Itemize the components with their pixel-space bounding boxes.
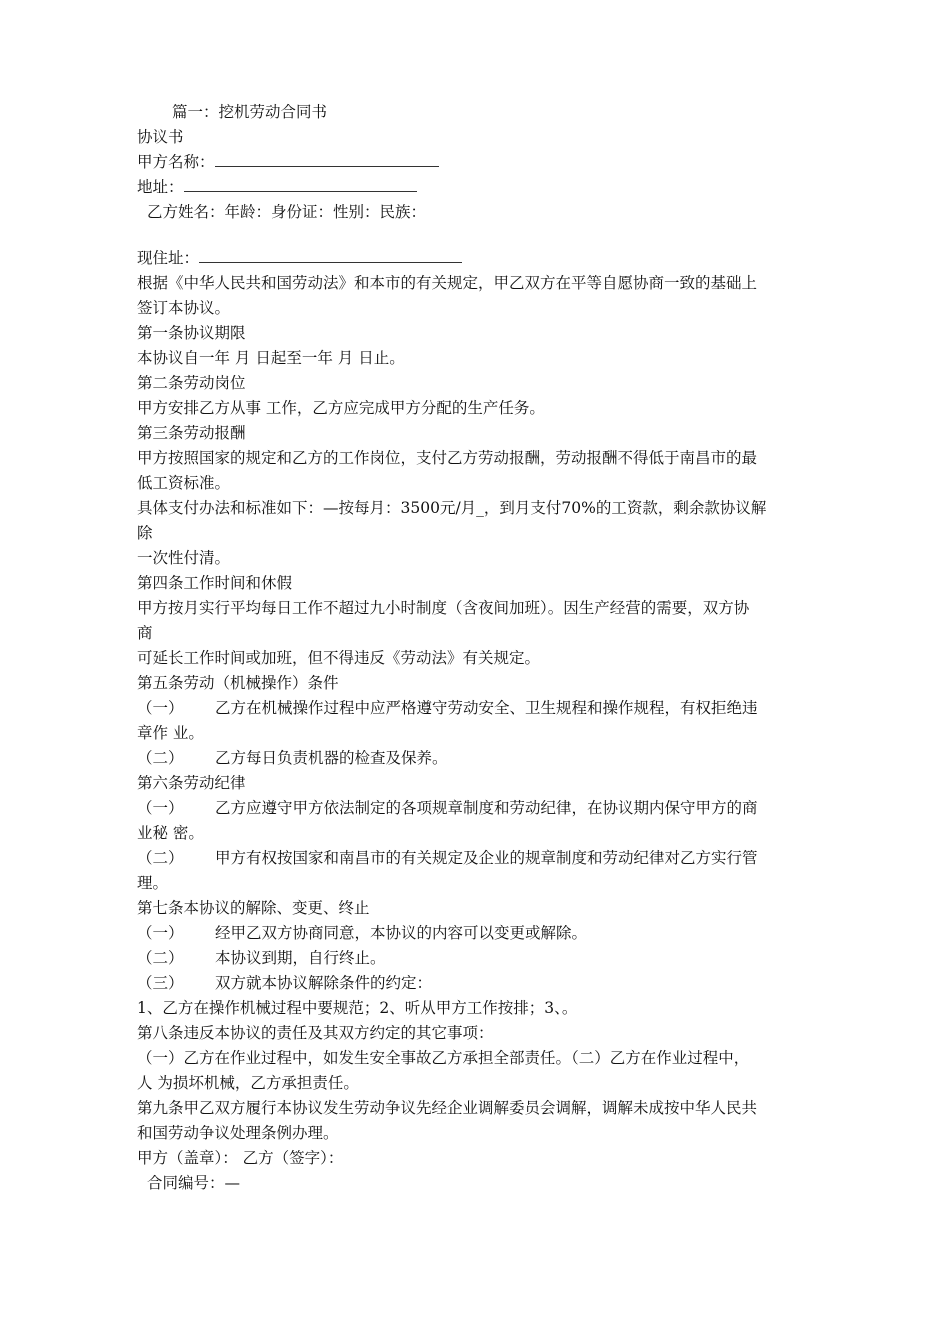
item-text: 双方就本协议解除条件的约定： (215, 974, 433, 992)
section-title: 篇一：挖机劳动合同书 (172, 103, 328, 121)
article-6-item-2 (137, 848, 758, 868)
article-2-title: 第二条劳动岗位 (137, 374, 246, 392)
item-text: 经甲乙双方协商同意，本协议的内容可以变更或解除。 (215, 924, 588, 942)
current-address-blank (199, 248, 462, 263)
item-tag: （一） (137, 799, 184, 817)
article-8-title: 第八条违反本协议的责任及其双方约定的其它事项： (137, 1024, 494, 1042)
article-6-item-1 (137, 798, 758, 818)
article-7-item-1 (137, 923, 587, 943)
address-blank (184, 177, 417, 192)
item-tag: （三） (137, 974, 184, 992)
article-5-item-2 (137, 748, 448, 768)
article-3-pay-3: 一次性付清。 (137, 549, 231, 567)
party-a-name-blank (215, 152, 439, 167)
article-6-item-2-cont: 理。 (137, 874, 169, 892)
article-6-item-1-cont: 业秘 密。 (137, 824, 204, 842)
item-text: 乙方每日负责机器的检查及保养。 (215, 749, 448, 767)
article-3-pay-1: 具体支付办法和标准如下：—按每月：3500元/月_，到月支付70%的工资款，剩余款协议解 (137, 499, 767, 517)
item-text: 乙方在机械操作过程中应严格遵守劳动安全、卫生规程和操作规程，有权拒绝违 (215, 699, 758, 717)
article-4-title: 第四条工作时间和休假 (137, 574, 293, 592)
item-text: 甲方有权按国家和南昌市的有关规定及企业的规章制度和劳动纪律对乙方实行管 (215, 849, 758, 867)
intro-line-2: 签订本协议。 (137, 299, 231, 317)
article-7-list: 1、乙方在操作机械过程中要规范；2、听从甲方工作按排；3、。 (137, 999, 578, 1017)
article-5-title: 第五条劳动（机械操作）条件 (137, 674, 339, 692)
address-row (137, 177, 417, 197)
article-9-text-2: 和国劳动争议处理条例办理。 (137, 1124, 339, 1142)
article-5-item-1 (137, 698, 758, 718)
article-1-text: 本协议自一年 月 日起至一年 月 日止。 (137, 349, 405, 367)
party-a-name-row (137, 152, 439, 172)
signature-line: 甲方（盖章）： 乙方（签字）： (137, 1149, 344, 1167)
article-7-title: 第七条本协议的解除、变更、终止 (137, 899, 370, 917)
address-label: 地址： (137, 178, 184, 196)
article-8-text-2: 人 为损坏机械，乙方承担责任。 (137, 1074, 359, 1092)
current-address-label: 现住址： (137, 249, 200, 267)
document-heading: 协议书 (137, 128, 184, 146)
article-7-item-3 (137, 973, 432, 993)
item-tag: （二） (137, 749, 184, 767)
party-a-name-label: 甲方名称： (137, 153, 215, 171)
article-4-text-3: 可延长工作时间或加班，但不得违反《劳动法》有关规定。 (137, 649, 541, 667)
article-8-text-1: （一）乙方在作业过程中，如发生安全事故乙方承担全部责任。（二）乙方在作业过程中， (137, 1049, 750, 1067)
article-1-title: 第一条协议期限 (137, 324, 246, 342)
item-tag: （一） (137, 924, 184, 942)
article-5-item-1-cont: 章作 业。 (137, 724, 204, 742)
intro-line-1: 根据《中华人民共和国劳动法》和本市的有关规定，甲乙双方在平等自愿协商一致的基础上 (137, 274, 758, 292)
item-tag: （二） (137, 949, 184, 967)
item-text: 本协议到期，自行终止。 (215, 949, 386, 967)
contract-number: 合同编号：— (147, 1174, 241, 1192)
article-3-title: 第三条劳动报酬 (137, 424, 246, 442)
article-4-text-1: 甲方按月实行平均每日工作不超过九小时制度（含夜间加班）。因生产经营的需要，双方协 (137, 599, 750, 617)
article-4-text-2: 商 (137, 624, 153, 642)
party-b-info: 乙方姓名：年龄：身份证：性别：民族： (147, 203, 427, 221)
article-3-text-2: 低工资标准。 (137, 474, 231, 492)
item-text: 乙方应遵守甲方依法制定的各项规章制度和劳动纪律，在协议期内保守甲方的商 (215, 799, 758, 817)
article-6-title: 第六条劳动纪律 (137, 774, 246, 792)
article-9-text-1: 第九条甲乙双方履行本协议发生劳动争议先经企业调解委员会调解，调解未成按中华人民共 (137, 1099, 758, 1117)
article-3-pay-2: 除 (137, 524, 153, 542)
article-2-text: 甲方安排乙方从事 工作，乙方应完成甲方分配的生产任务。 (137, 399, 545, 417)
item-tag: （二） (137, 849, 184, 867)
article-3-text-1: 甲方按照国家的规定和乙方的工作岗位，支付乙方劳动报酬，劳动报酬不得低于南昌市的最 (137, 449, 758, 467)
current-address-row (137, 248, 462, 268)
article-7-item-2 (137, 948, 386, 968)
item-tag: （一） (137, 699, 184, 717)
